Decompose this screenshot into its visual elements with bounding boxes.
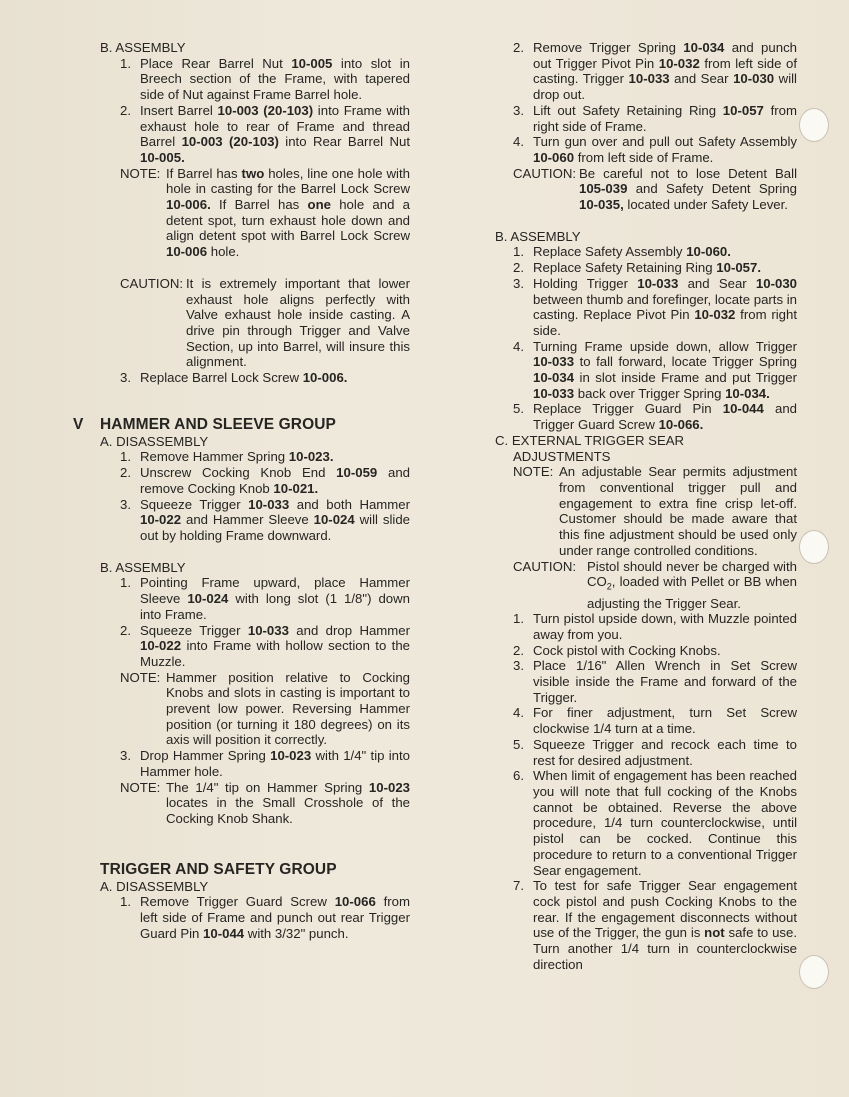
note-block: NOTE: Hammer position relative to Cocking Knobs and slots in casting is important to prevent low power. Reversing Hammer position (or turning it 180 degrees) on its axis will position it correctly. [120, 669, 410, 748]
binder-hole [799, 955, 829, 989]
binder-hole [799, 530, 829, 564]
list-item: 3. Lift out Safety Retaining Ring 10-057 from right side of Frame. [513, 102, 797, 134]
list-item: 4. Turn gun over and pull out Safety Assembly 10-060 from left side of Frame. [513, 134, 797, 165]
section-heading: TRIGGER AND SAFETY GROUP [100, 860, 337, 878]
left-column [73, 40, 411, 941]
subheading-a-disassembly: A. DISASSEMBLY [100, 878, 209, 894]
note-block: NOTE: If Barrel has two holes, line one hole with hole in casting for the Barrel Lock Screw 10-006. If Barrel has one hole and a detent spot, turn exhaust hole down and align detent spot with Barrel Lock Screw 10-006 hole. [120, 165, 410, 260]
list-item: 1. Remove Trigger Guard Screw 10-066 from left side of Frame and punch out rear Trigger Guard Pin 10-044 with 3/32" punch. [120, 894, 410, 941]
list-item: 2. Cock pistol with Cocking Knobs. [513, 642, 721, 658]
subheading-a-disassembly: A. DISASSEMBLY [100, 433, 209, 449]
list-item: 3. Drop Hammer Spring 10-023 with 1/4" tip into Hammer hole. [120, 748, 411, 779]
caution-block: CAUTION: Pistol should never be charged with $CO_2$, loaded with Pellet or BB when adjusting the Trigger Sear. [513, 558, 797, 611]
list-item: 4. Turning Frame upside down, allow Trigger 10-033 to fall forward, locate Trigger Spring 10-034 in slot inside Frame and put Trigger 10-033 back over Trigger Spring 10-034. [513, 338, 797, 401]
binder-hole [799, 108, 829, 142]
list-item: 5. Replace Trigger Guard Pin 10-044 and Trigger Guard Screw 10-066. [513, 401, 798, 433]
subheading-c-adjustments: C. EXTERNAL TRIGGER SEAR ADJUSTMENTS [495, 432, 685, 464]
list-item: 7. To test for safe Trigger Sear engagement cock pistol and push Cocking Knobs to the rear. If the engagement disconnects without use of the Trigger, the gun is not safe to use. Turn another 1/4 turn in counterclockwise direction [513, 878, 797, 972]
list-item: 2. Squeeze Trigger 10-033 and drop Hammer 10-022 into Frame with hollow section to the Muzzle. [120, 622, 410, 669]
caution-block: CAUTION: Be careful not to lose Detent Ball 105-039 and Safety Detent Spring 10-035, located under Safety Lever. [513, 165, 797, 213]
list-item: 5. Squeeze Trigger and recock each time to rest for desired adjustment. [513, 736, 797, 768]
list-item: 3. Holding Trigger 10-033 and Sear 10-030 between thumb and forefinger, locate parts in casting. Replace Pivot Pin 10-032 from right side. [513, 275, 797, 338]
subheading-b-assembly: B. ASSEMBLY [100, 40, 186, 55]
section-heading: V HAMMER AND SLEEVE GROUP [73, 415, 336, 433]
list-item: 2. Unscrew Cocking Knob End 10-059 and remove Cocking Knob 10-021. [120, 465, 410, 496]
list-item: 2. Replace Safety Retaining Ring 10-057. [513, 260, 762, 276]
caution-block: CAUTION: It is extremely important that lower exhaust hole aligns perfectly with Valve exhaust hole inside casting. A drive pin through Trigger and Valve Section, up into Barrel, will insure this alignment. [120, 275, 410, 370]
list-item: 3. Place 1/16" Allen Wrench in Set Screw visible inside the Frame and forward of the Trigger. [513, 658, 797, 705]
list-item: 3. Replace Barrel Lock Screw 10-006. [120, 370, 348, 386]
note-block: NOTE: An adjustable Sear permits adjustment from conventional trigger pull and engagement to extra fine crisp let-off. Customer should be made aware that this fine adjustment should be used only under range controlled conditions. [513, 464, 797, 558]
list-item: 4. For finer adjustment, turn Set Screw clockwise 1/4 turn at a time. [513, 705, 797, 737]
right-column [495, 40, 797, 972]
list-item: 2. Remove Trigger Spring 10-034 and punch out Trigger Pivot Pin 10-032 from left side of casting. Trigger 10-033 and Sear 10-030 will drop out. [513, 40, 797, 103]
list-item: 1. Pointing Frame upward, place Hammer Sleeve 10-024 with long slot (1 1/8") down into Frame. [120, 575, 410, 622]
list-item: 1. Turn pistol upside down, with Muzzle pointed away from you. [513, 611, 797, 642]
list-item: 2. Insert Barrel 10-003 (20-103) into Frame with exhaust hole to rear of Frame and thread Barrel 10-003 (20-103) into Rear Barrel Nut 10-005. [120, 102, 411, 165]
list-item: 1. Replace Safety Assembly 10-060. [513, 244, 731, 260]
subheading-b-assembly: B. ASSEMBLY [495, 228, 581, 244]
list-item: 6. When limit of engagement has been reached you will note that full cocking of the Knobs cannot be obtained. Reverse the above procedure, 1/4 turn counterclockwise, until pistol can be cocked. Continue this procedure to return to a conventional Trigger Sear engagement. [513, 768, 797, 878]
note-block: NOTE: The 1/4" tip on Hammer Spring 10-023 locates in the Small Crosshole of the Cocking Knob Shank. [120, 779, 410, 826]
list-item: 1. Remove Hammer Spring 10-023. [120, 449, 334, 465]
subheading-b-assembly: B. ASSEMBLY [100, 559, 186, 575]
list-item: 3. Squeeze Trigger 10-033 and both Hammer 10-022 and Hammer Sleeve 10-024 will slide out by holding Frame downward. [120, 496, 410, 543]
list-item: 1. Place Rear Barrel Nut 10-005 into slot in Breech section of the Frame, with tapered side of Nut against Frame Barrel hole. [120, 55, 410, 103]
